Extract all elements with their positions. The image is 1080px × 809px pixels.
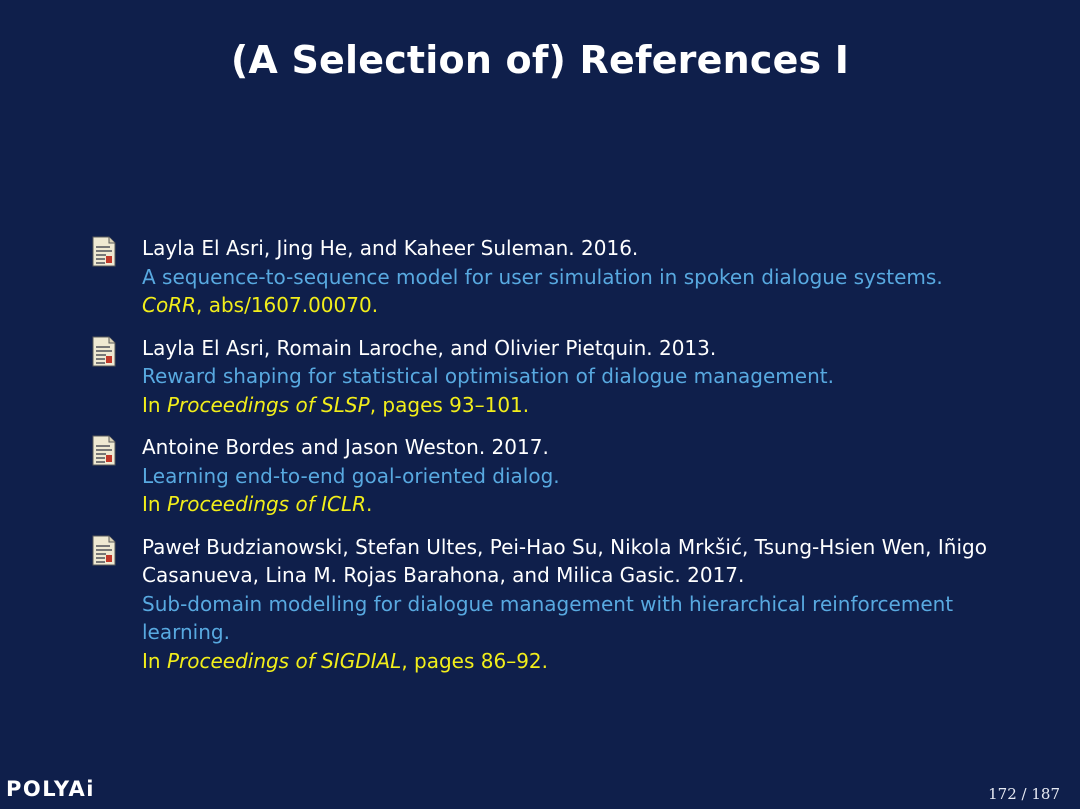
reference-item <box>92 533 992 676</box>
reference-venue <box>142 490 992 519</box>
document-icon <box>92 336 116 367</box>
reference-item <box>92 234 992 320</box>
reference-title-link[interactable]: Sub-domain modelling for dialogue management with hierarchical reinforcement learning. <box>142 591 954 644</box>
page-number: 172 / 187 <box>988 785 1060 803</box>
document-icon <box>92 435 116 466</box>
slide-title: (A Selection of) References I <box>230 38 850 82</box>
reference-authors: Layla El Asri, Jing He, and Kaheer Suleman. 2016. <box>142 236 639 260</box>
reference-item <box>92 334 992 420</box>
venue-prefix: In <box>142 648 167 673</box>
reference-authors: Antoine Bordes and Jason Weston. 2017. <box>142 435 549 459</box>
venue-suffix: . <box>366 492 373 516</box>
reference-list <box>92 234 992 689</box>
venue-name: Proceedings of SLSP <box>166 392 370 417</box>
polyai-logo: POLYAi <box>6 777 96 801</box>
reference-venue <box>142 291 992 320</box>
venue-suffix: , pages 93–101. <box>369 392 530 417</box>
venue-name: Proceedings of ICLR <box>166 492 366 516</box>
document-icon <box>92 535 116 566</box>
venue-name: CoRR <box>142 293 196 317</box>
venue-suffix: , pages 86–92. <box>401 648 549 673</box>
venue-name: Proceedings of SIGDIAL <box>166 648 402 673</box>
venue-prefix: In <box>142 392 167 417</box>
reference-venue <box>142 647 992 676</box>
reference-title-link[interactable]: A sequence-to-sequence model for user simulation in spoken dialogue systems. <box>142 264 943 289</box>
venue-prefix: In <box>142 492 167 516</box>
reference-authors: Layla El Asri, Romain Laroche, and Olivier Pietquin. 2013. <box>142 335 717 360</box>
reference-item <box>92 433 992 519</box>
reference-venue <box>142 391 992 420</box>
reference-title-link[interactable]: Learning end-to-end goal-oriented dialog. <box>142 463 560 488</box>
venue-suffix: , abs/1607.00070. <box>196 293 379 317</box>
document-icon <box>92 236 116 267</box>
reference-title-link[interactable]: Reward shaping for statistical optimisation of dialogue management. <box>142 364 834 388</box>
reference-authors: Paweł Budzianowski, Stefan Ultes, Pei-Hao Su, Nikola Mrkšić, Tsung-Hsien Wen, Iñigo Casanueva, Lina M. Rojas Barahona, and Milica Gasic. 2017. <box>142 534 987 587</box>
